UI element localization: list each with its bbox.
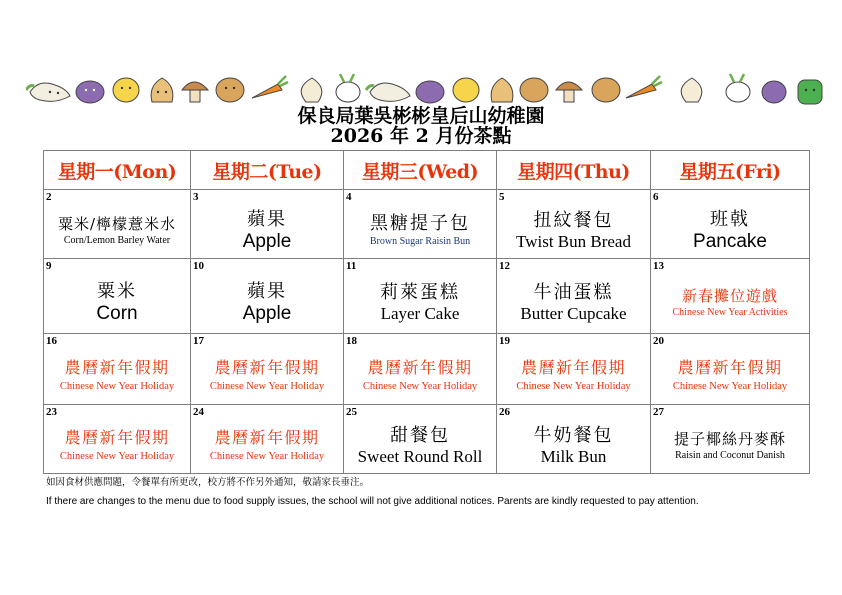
- school-name: 保良局葉吳彬彬皇后山幼稚園: [297, 105, 545, 127]
- day-number: 25: [346, 406, 357, 418]
- onion-icon-2: [491, 78, 513, 102]
- snack-name-zh: 扭紋餐包: [533, 209, 614, 231]
- potato-icon: [216, 78, 244, 102]
- menu-cell: [44, 259, 191, 334]
- snack-name-en: Corn/Lemon Barley Water: [63, 234, 171, 246]
- snack-name-en: Brown Sugar Raisin Bun: [369, 235, 471, 247]
- turnip-icon-2: [726, 74, 750, 102]
- snack-name-en: Corn: [96, 302, 138, 324]
- weekday-header-wed: 星期三(Wed): [344, 151, 497, 190]
- day-number: 27: [653, 406, 664, 418]
- menu-cell: [44, 405, 191, 474]
- day-number: 26: [499, 406, 510, 418]
- menu-cell: [497, 259, 651, 334]
- menu-cell: [344, 259, 497, 334]
- table-row-week-1: [44, 190, 810, 259]
- snack-name-en: Twist Bun Bread: [516, 231, 631, 251]
- snack-name-zh: 莉萊蛋糕: [380, 281, 460, 303]
- menu-cell: [44, 334, 191, 405]
- snack-name-zh: 黑糖提子包: [370, 212, 470, 234]
- menu-cell: [497, 334, 651, 405]
- menu-cell: [344, 405, 497, 474]
- day-number: 24: [193, 406, 204, 418]
- day-number: 16: [46, 335, 57, 347]
- mushroom-icon-2: [556, 82, 582, 102]
- day-number: 17: [193, 335, 204, 347]
- holiday-name-zh: 農曆新年假期: [677, 357, 783, 377]
- table-row-week-4: [44, 405, 810, 474]
- menu-cell: [191, 334, 344, 405]
- weekday-header-thu: 星期四(Thu): [497, 151, 651, 190]
- day-number: 2: [46, 191, 52, 203]
- snack-name-en: Butter Cupcake: [520, 303, 627, 323]
- day-number: 20: [653, 335, 664, 347]
- snack-name-en: Sweet Round Roll: [357, 446, 483, 466]
- day-number: 12: [499, 260, 510, 272]
- lemon-icon-2: [453, 78, 479, 102]
- holiday-name-zh: 農曆新年假期: [214, 427, 320, 447]
- snack-name-zh: 蘋果: [247, 280, 287, 302]
- lemon-icon: [113, 78, 139, 102]
- holiday-name-en: Chinese New Year Holiday: [209, 450, 325, 462]
- radish-icon: [26, 83, 70, 101]
- menu-cell: [344, 334, 497, 405]
- holiday-name-en: Chinese New Year Holiday: [516, 380, 631, 392]
- radish-icon-2: [366, 83, 410, 101]
- onion-icon: [151, 78, 173, 102]
- holiday-name-zh: 農曆新年假期: [64, 427, 170, 447]
- day-number: 3: [193, 191, 199, 203]
- holiday-name-zh: 農曆新年假期: [520, 357, 626, 377]
- snack-name-en: Apple: [242, 230, 292, 252]
- notice-chinese: 如因食材供應問題，令餐單有所更改，校方將不作另外通知，敬請家長垂注。: [46, 477, 370, 488]
- snack-name-zh: 甜餐包: [390, 424, 450, 446]
- holiday-name-en: Chinese New Year Holiday: [59, 450, 175, 462]
- carrot-icon-2: [626, 76, 662, 98]
- table-row-week-2: [44, 259, 810, 334]
- menu-cell: [344, 190, 497, 259]
- day-number: 5: [499, 191, 505, 203]
- menu-title: 2026 年 2 月份茶點: [330, 125, 512, 147]
- menu-cell: [191, 190, 344, 259]
- sweet-potato-icon: [76, 81, 104, 103]
- menu-cell: [44, 190, 191, 259]
- day-number: 4: [346, 191, 352, 203]
- snack-name-zh: 粟米: [97, 280, 137, 302]
- day-number: 9: [46, 260, 52, 272]
- menu-cell: [651, 334, 810, 405]
- holiday-name-en: Chinese New Year Holiday: [362, 380, 478, 392]
- menu-cell: [651, 259, 810, 334]
- menu-cell: [497, 405, 651, 474]
- day-number: 19: [499, 335, 510, 347]
- snack-name-en: Milk Bun: [540, 446, 607, 466]
- menu-cell: [191, 405, 344, 474]
- holiday-name-zh: 農曆新年假期: [367, 357, 473, 377]
- green-pepper-icon: [798, 80, 822, 104]
- garlic-icon: [301, 78, 322, 102]
- potato-icon-2: [520, 78, 548, 102]
- day-number: 23: [46, 406, 57, 418]
- activity-name-en: Chinese New Year Activities: [672, 306, 788, 318]
- vegetable-border-decoration: [26, 68, 826, 108]
- day-number: 13: [653, 260, 664, 272]
- snack-name-zh: 牛奶餐包: [533, 424, 614, 446]
- weekday-header-tue: 星期二(Tue): [191, 151, 344, 190]
- snack-name-en: Raisin and Coconut Danish: [675, 449, 785, 461]
- holiday-name-en: Chinese New Year Holiday: [59, 380, 175, 392]
- turnip-icon: [336, 74, 360, 102]
- snack-name-zh: 班戟: [710, 208, 750, 230]
- snack-name-zh: 提子椰絲丹麥酥: [673, 429, 786, 448]
- snack-name-en: Apple: [242, 302, 292, 324]
- weekday-header-row: [44, 151, 810, 190]
- activity-name-zh: 新春攤位遊戲: [681, 286, 778, 305]
- day-number: 11: [346, 260, 357, 272]
- snack-name-zh: 蘋果: [247, 208, 287, 230]
- menu-cell: [651, 405, 810, 474]
- menu-cell: [191, 259, 344, 334]
- snack-name-zh: 牛油蛋糕: [533, 281, 614, 303]
- day-number: 18: [346, 335, 357, 347]
- sweet-potato-icon-3: [762, 81, 786, 103]
- notice-english: If there are changes to the menu due to food supply issues, the school will not give additional notices. Parents are kindly requested to pay attention.: [46, 496, 699, 507]
- holiday-name-zh: 農曆新年假期: [64, 357, 170, 377]
- weekday-header-fri: 星期五(Fri): [651, 151, 810, 190]
- weekday-header-mon: 星期一(Mon): [44, 151, 191, 190]
- day-number: 6: [653, 191, 659, 203]
- menu-cell: [651, 190, 810, 259]
- day-number: 10: [193, 260, 204, 272]
- snack-menu-table: [43, 150, 810, 474]
- mushroom-icon: [182, 82, 208, 102]
- holiday-name-en: Chinese New Year Holiday: [672, 380, 788, 392]
- holiday-name-en: Chinese New Year Holiday: [209, 380, 325, 392]
- table-row-week-3: [44, 334, 810, 405]
- snack-name-en: Pancake: [693, 230, 767, 252]
- carrot-icon: [252, 76, 288, 98]
- sweet-potato-icon-2: [416, 81, 444, 103]
- garlic-icon-2: [681, 78, 702, 102]
- holiday-name-zh: 農曆新年假期: [214, 357, 320, 377]
- menu-cell: [497, 190, 651, 259]
- snack-name-en: Layer Cake: [380, 303, 460, 323]
- potato-icon-3: [592, 78, 620, 102]
- snack-name-zh: 粟米/檸檬薏米水: [57, 214, 177, 233]
